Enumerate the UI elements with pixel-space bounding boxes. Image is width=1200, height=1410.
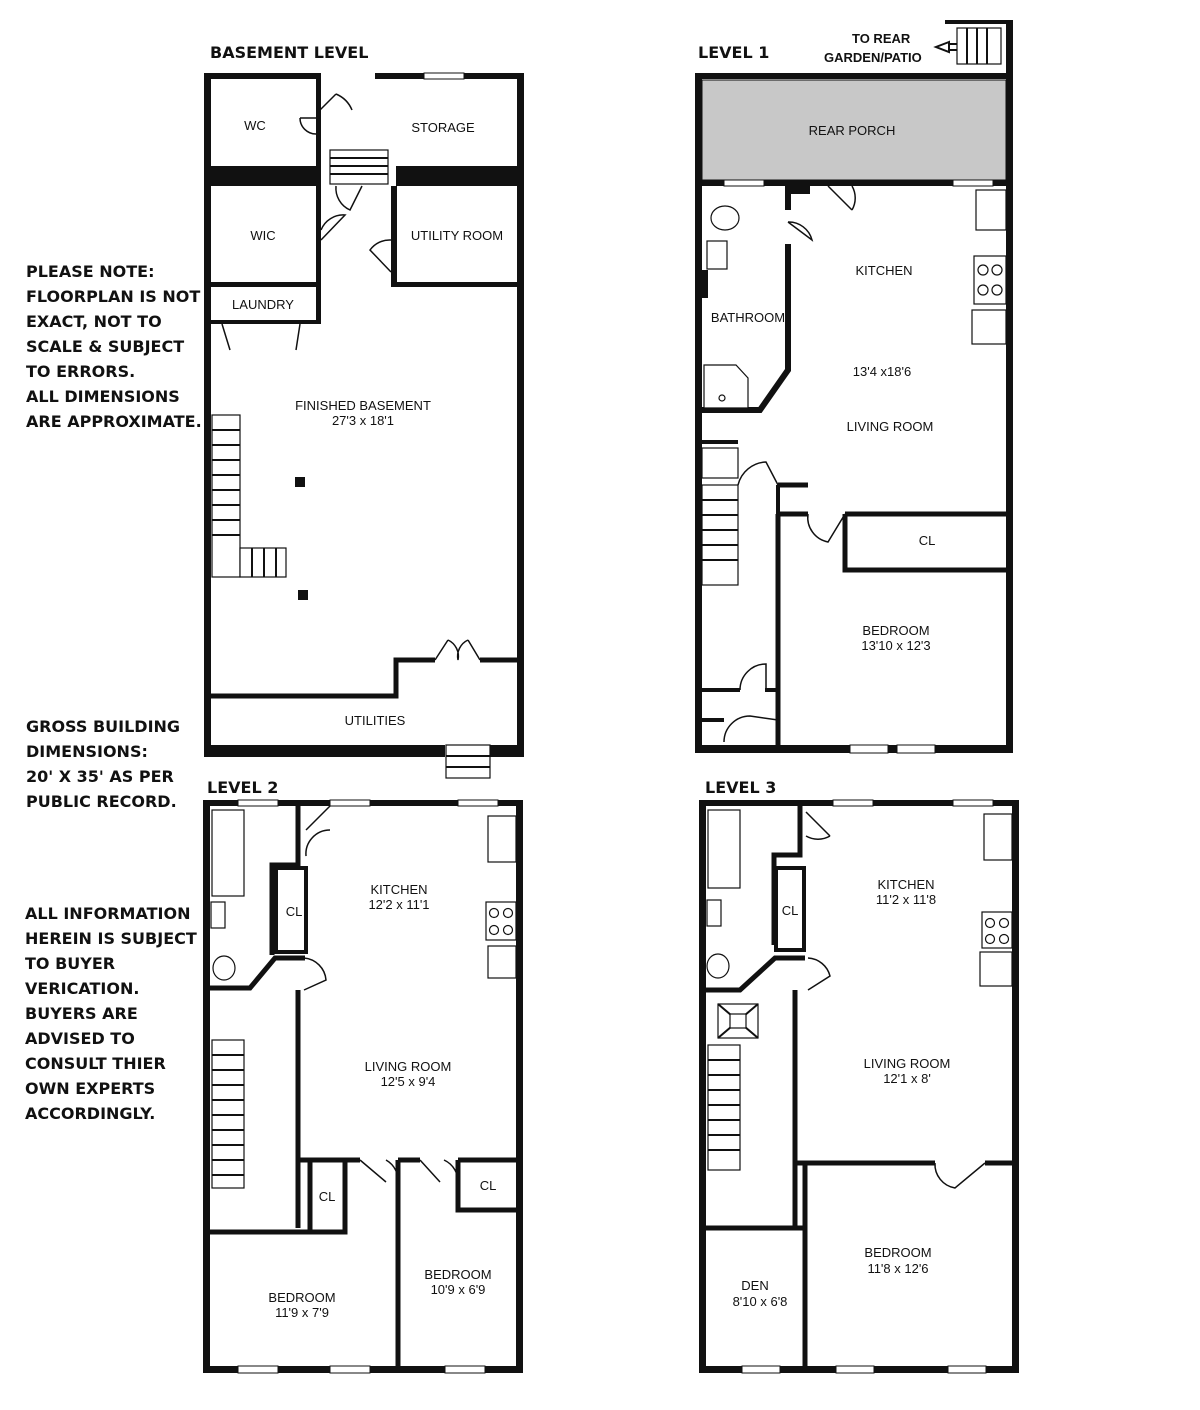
level3-kitchen-dim: 11'2 x 11'8 [875,892,937,907]
rear-porch-label: REAR PORCH [808,123,896,138]
level-3-plan [699,778,1019,1373]
level1-bedroom-label: BEDROOM [862,623,930,638]
level2-living-room-label: LIVING ROOM [364,1059,452,1074]
basement-level-plan [204,43,524,778]
level3-closet-label: CL [781,903,799,918]
utility-room-label: UTILITY ROOM [410,228,504,243]
note-line: OWN EXPERTS [25,1079,156,1098]
note-line: TO BUYER [25,954,116,973]
level1-kitchen-label: KITCHEN [855,263,913,278]
level3-bedroom-dim: 11'8 x 12'6 [867,1261,929,1276]
level3-den-label: DEN [741,1278,769,1293]
note-line: ACCORDINGLY. [25,1104,156,1123]
basement-level-title: BASEMENT LEVEL [210,43,369,62]
level-2-plan [203,778,523,1373]
note-line: DIMENSIONS: [26,742,148,761]
note-line: ALL INFORMATION [25,904,191,923]
level3-bedroom-label: BEDROOM [864,1245,932,1260]
note-line: HEREIN IS SUBJECT [25,929,197,948]
level2-bedroom-left-dim: 11'9 x 7'9 [275,1305,329,1320]
level3-den-dim: 8'10 x 6'8 [732,1294,788,1309]
level1-closet-label: CL [918,533,936,548]
note-line: BUYERS ARE [25,1004,138,1023]
level2-closet-right-label: CL [479,1178,497,1193]
level1-living-dim: 13'4 x18'6 [852,364,912,379]
finished-basement-label: FINISHED BASEMENT [295,398,431,413]
note-line: ADVISED TO [25,1029,135,1048]
level3-kitchen-label: KITCHEN [877,877,935,892]
level2-living-dim: 12'5 x 9'4 [380,1074,436,1089]
note-line: ALL DIMENSIONS [26,387,180,406]
note-line: 20' X 35' AS PER [26,767,174,786]
storage-label: STORAGE [411,120,475,135]
level3-living-dim: 12'1 x 8' [883,1071,931,1086]
level-2-title: LEVEL 2 [207,778,279,797]
utilities-label: UTILITIES [344,713,406,728]
note-line: GROSS BUILDING [26,717,181,736]
level2-bath-closet-label: CL [285,904,303,919]
note-line: PUBLIC RECORD. [26,792,177,811]
note-line: VERICATION. [25,979,140,998]
garden-patio-label: GARDEN/PATIO [824,50,922,65]
level2-kitchen-dim: 12'2 x 11'1 [368,897,430,912]
level1-living-room-label: LIVING ROOM [846,419,934,434]
wc-label: WC [244,118,266,133]
level2-bedroom-left-label: BEDROOM [268,1290,336,1305]
level-3-title: LEVEL 3 [705,778,777,797]
level3-living-room-label: LIVING ROOM [863,1056,951,1071]
wic-label: WIC [250,228,276,243]
level2-kitchen-label: KITCHEN [370,882,428,897]
laundry-label: LAUNDRY [232,297,294,312]
level1-bathroom-label: BATHROOM [710,310,786,325]
level1-bedroom-dim: 13'10 x 12'3 [861,638,931,653]
note-line: EXACT, NOT TO [26,312,162,331]
finished-basement-dim: 27'3 x 18'1 [331,413,395,428]
note-line: CONSULT THIER [25,1054,166,1073]
note-line: ARE APPROXIMATE. [26,412,202,431]
note-line: FLOORPLAN IS NOT [26,287,201,306]
level2-bedroom-right-dim: 10'9 x 6'9 [430,1282,486,1297]
note-line: PLEASE NOTE: [26,262,155,281]
to-rear-label: TO REAR [852,31,911,46]
level-1-title: LEVEL 1 [698,43,770,62]
note-line: TO ERRORS. [26,362,136,381]
level-1-plan [695,20,1013,753]
disclaimer-notes [25,262,202,1123]
note-line: SCALE & SUBJECT [26,337,185,356]
level2-closet-left-label: CL [318,1189,336,1204]
level2-bedroom-right-label: BEDROOM [424,1267,492,1282]
